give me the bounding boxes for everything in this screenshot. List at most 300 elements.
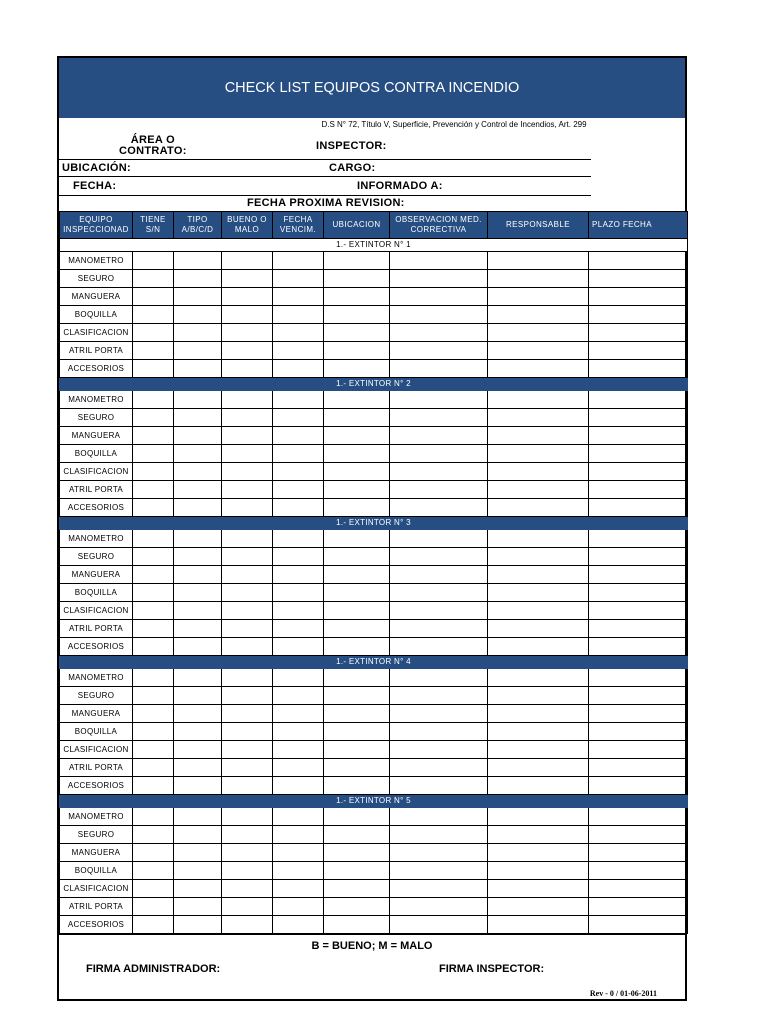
entry-cell[interactable] (488, 916, 589, 934)
entry-cell[interactable] (133, 324, 174, 342)
entry-cell[interactable] (273, 898, 324, 916)
entry-cell[interactable] (133, 669, 174, 687)
entry-cell[interactable] (174, 342, 222, 360)
entry-cell[interactable] (133, 777, 174, 795)
entry-cell[interactable] (133, 252, 174, 270)
entry-cell[interactable] (324, 270, 390, 288)
entry-cell[interactable] (390, 687, 488, 705)
entry-cell[interactable] (488, 638, 589, 656)
entry-cell[interactable] (589, 638, 688, 656)
entry-cell[interactable] (273, 808, 324, 826)
entry-cell[interactable] (174, 566, 222, 584)
entry-cell[interactable] (273, 620, 324, 638)
entry-cell[interactable] (273, 844, 324, 862)
entry-cell[interactable] (133, 288, 174, 306)
entry-cell[interactable] (589, 741, 688, 759)
entry-cell[interactable] (589, 705, 688, 723)
entry-cell[interactable] (133, 705, 174, 723)
entry-cell[interactable] (273, 306, 324, 324)
entry-cell[interactable] (488, 898, 589, 916)
entry-cell[interactable] (133, 463, 174, 481)
entry-cell[interactable] (222, 705, 273, 723)
entry-cell[interactable] (390, 916, 488, 934)
entry-cell[interactable] (222, 391, 273, 409)
entry-cell[interactable] (589, 584, 688, 602)
entry-cell[interactable] (273, 270, 324, 288)
entry-cell[interactable] (324, 723, 390, 741)
header-divider (59, 176, 591, 177)
entry-cell[interactable] (324, 499, 390, 517)
entry-cell[interactable] (488, 324, 589, 342)
entry-cell[interactable] (133, 741, 174, 759)
entry-cell[interactable] (488, 288, 589, 306)
entry-cell[interactable] (133, 826, 174, 844)
entry-cell[interactable] (174, 481, 222, 499)
entry-cell[interactable] (273, 777, 324, 795)
entry-cell[interactable] (174, 759, 222, 777)
entry-cell[interactable] (133, 844, 174, 862)
entry-cell[interactable] (488, 360, 589, 378)
entry-cell[interactable] (273, 880, 324, 898)
entry-cell[interactable] (488, 826, 589, 844)
entry-cell[interactable] (488, 723, 589, 741)
entry-cell[interactable] (589, 270, 688, 288)
entry-cell[interactable] (174, 880, 222, 898)
entry-cell[interactable] (273, 566, 324, 584)
entry-cell[interactable] (589, 324, 688, 342)
entry-cell[interactable] (222, 252, 273, 270)
entry-cell[interactable] (273, 723, 324, 741)
entry-cell[interactable] (222, 620, 273, 638)
entry-cell[interactable] (324, 427, 390, 445)
entry-cell[interactable] (133, 916, 174, 934)
entry-cell[interactable] (273, 638, 324, 656)
entry-cell[interactable] (222, 566, 273, 584)
entry-cell[interactable] (589, 391, 688, 409)
entry-cell[interactable] (488, 687, 589, 705)
entry-cell[interactable] (174, 530, 222, 548)
entry-cell[interactable] (174, 808, 222, 826)
entry-cell[interactable] (222, 270, 273, 288)
entry-cell[interactable] (222, 584, 273, 602)
entry-cell[interactable] (589, 916, 688, 934)
entry-cell[interactable] (222, 808, 273, 826)
entry-cell[interactable] (390, 844, 488, 862)
entry-cell[interactable] (174, 862, 222, 880)
entry-cell[interactable] (488, 252, 589, 270)
entry-cell[interactable] (589, 723, 688, 741)
entry-cell[interactable] (222, 342, 273, 360)
entry-cell[interactable] (273, 391, 324, 409)
entry-cell[interactable] (133, 880, 174, 898)
entry-cell[interactable] (390, 741, 488, 759)
entry-cell[interactable] (390, 584, 488, 602)
entry-cell[interactable] (589, 759, 688, 777)
column-header (133, 212, 174, 239)
entry-cell[interactable] (324, 360, 390, 378)
entry-cell[interactable] (222, 481, 273, 499)
entry-cell[interactable] (324, 409, 390, 427)
entry-cell[interactable] (390, 777, 488, 795)
entry-cell[interactable] (174, 638, 222, 656)
entry-cell[interactable] (273, 687, 324, 705)
entry-cell[interactable] (273, 342, 324, 360)
section-header: 1.- EXTINTOR N° 4 (60, 656, 688, 669)
entry-cell[interactable] (589, 445, 688, 463)
entry-cell[interactable] (390, 409, 488, 427)
entry-cell[interactable] (222, 530, 273, 548)
entry-cell[interactable] (273, 759, 324, 777)
entry-cell[interactable] (390, 669, 488, 687)
entry-cell[interactable] (174, 499, 222, 517)
column-header-line1: RESPONSABLE (506, 220, 570, 229)
entry-cell[interactable] (390, 463, 488, 481)
entry-cell[interactable] (589, 288, 688, 306)
entry-cell[interactable] (133, 808, 174, 826)
entry-cell[interactable] (174, 826, 222, 844)
entry-cell[interactable] (273, 826, 324, 844)
entry-cell[interactable] (222, 687, 273, 705)
entry-cell[interactable] (133, 445, 174, 463)
entry-cell[interactable] (488, 741, 589, 759)
equipment-item-label: CLASIFICACION (60, 741, 133, 759)
entry-cell[interactable] (222, 898, 273, 916)
entry-cell[interactable] (222, 427, 273, 445)
entry-cell[interactable] (174, 844, 222, 862)
entry-cell[interactable] (174, 288, 222, 306)
entry-cell[interactable] (488, 427, 589, 445)
entry-cell[interactable] (390, 288, 488, 306)
table-row (60, 741, 688, 759)
entry-cell[interactable] (133, 391, 174, 409)
section-row (60, 378, 688, 391)
entry-cell[interactable] (174, 445, 222, 463)
table-row (60, 584, 688, 602)
entry-cell[interactable] (488, 808, 589, 826)
entry-cell[interactable] (390, 499, 488, 517)
entry-cell[interactable] (589, 360, 688, 378)
entry-cell[interactable] (273, 602, 324, 620)
entry-cell[interactable] (589, 880, 688, 898)
entry-cell[interactable] (488, 306, 589, 324)
entry-cell[interactable] (324, 759, 390, 777)
entry-cell[interactable] (589, 409, 688, 427)
entry-cell[interactable] (488, 270, 589, 288)
entry-cell[interactable] (133, 270, 174, 288)
entry-cell[interactable] (488, 499, 589, 517)
entry-cell[interactable] (273, 669, 324, 687)
entry-cell[interactable] (273, 530, 324, 548)
entry-cell[interactable] (133, 548, 174, 566)
table-row (60, 669, 688, 687)
entry-cell[interactable] (324, 808, 390, 826)
table-row (60, 777, 688, 795)
entry-cell[interactable] (589, 499, 688, 517)
entry-cell[interactable] (390, 252, 488, 270)
entry-cell[interactable] (324, 548, 390, 566)
equipment-item-label: ACCESORIOS (60, 360, 133, 378)
entry-cell[interactable] (174, 391, 222, 409)
entry-cell[interactable] (222, 880, 273, 898)
entry-cell[interactable] (390, 548, 488, 566)
entry-cell[interactable] (589, 463, 688, 481)
entry-cell[interactable] (589, 826, 688, 844)
entry-cell[interactable] (324, 602, 390, 620)
entry-cell[interactable] (488, 669, 589, 687)
entry-cell[interactable] (133, 584, 174, 602)
entry-cell[interactable] (589, 252, 688, 270)
entry-cell[interactable] (133, 360, 174, 378)
entry-cell[interactable] (222, 759, 273, 777)
entry-cell[interactable] (589, 808, 688, 826)
entry-cell[interactable] (222, 669, 273, 687)
entry-cell[interactable] (324, 463, 390, 481)
entry-cell[interactable] (390, 880, 488, 898)
entry-cell[interactable] (488, 409, 589, 427)
entry-cell[interactable] (324, 862, 390, 880)
entry-cell[interactable] (174, 916, 222, 934)
entry-cell[interactable] (133, 620, 174, 638)
entry-cell[interactable] (589, 306, 688, 324)
entry-cell[interactable] (133, 898, 174, 916)
entry-cell[interactable] (174, 687, 222, 705)
entry-cell[interactable] (488, 566, 589, 584)
entry-cell[interactable] (488, 759, 589, 777)
entry-cell[interactable] (589, 844, 688, 862)
entry-cell[interactable] (390, 427, 488, 445)
entry-cell[interactable] (174, 669, 222, 687)
entry-cell[interactable] (390, 324, 488, 342)
entry-cell[interactable] (222, 916, 273, 934)
entry-cell[interactable] (273, 741, 324, 759)
entry-cell[interactable] (174, 270, 222, 288)
entry-cell[interactable] (222, 723, 273, 741)
entry-cell[interactable] (324, 898, 390, 916)
entry-cell[interactable] (324, 916, 390, 934)
entry-cell[interactable] (273, 463, 324, 481)
entry-cell[interactable] (174, 741, 222, 759)
entry-cell[interactable] (324, 741, 390, 759)
entry-cell[interactable] (324, 252, 390, 270)
entry-cell[interactable] (324, 481, 390, 499)
entry-cell[interactable] (174, 463, 222, 481)
entry-cell[interactable] (222, 463, 273, 481)
footer (59, 933, 685, 1001)
entry-cell[interactable] (174, 898, 222, 916)
entry-cell[interactable] (273, 445, 324, 463)
entry-cell[interactable] (390, 862, 488, 880)
entry-cell[interactable] (174, 584, 222, 602)
entry-cell[interactable] (488, 705, 589, 723)
entry-cell[interactable] (174, 723, 222, 741)
entry-cell[interactable] (222, 499, 273, 517)
entry-cell[interactable] (589, 566, 688, 584)
entry-cell[interactable] (488, 530, 589, 548)
entry-cell[interactable] (324, 324, 390, 342)
entry-cell[interactable] (324, 638, 390, 656)
entry-cell[interactable] (390, 445, 488, 463)
entry-cell[interactable] (324, 880, 390, 898)
entry-cell[interactable] (488, 862, 589, 880)
entry-cell[interactable] (222, 602, 273, 620)
entry-cell[interactable] (133, 481, 174, 499)
entry-cell[interactable] (589, 687, 688, 705)
entry-cell[interactable] (273, 499, 324, 517)
entry-cell[interactable] (273, 360, 324, 378)
entry-cell[interactable] (133, 427, 174, 445)
entry-cell[interactable] (488, 391, 589, 409)
entry-cell[interactable] (222, 324, 273, 342)
entry-cell[interactable] (273, 916, 324, 934)
entry-cell[interactable] (390, 620, 488, 638)
entry-cell[interactable] (273, 324, 324, 342)
entry-cell[interactable] (589, 669, 688, 687)
entry-cell[interactable] (390, 566, 488, 584)
entry-cell[interactable] (324, 306, 390, 324)
entry-cell[interactable] (133, 687, 174, 705)
equipment-item-label: ATRIL PORTA (60, 481, 133, 499)
entry-cell[interactable] (273, 409, 324, 427)
entry-cell[interactable] (488, 777, 589, 795)
entry-cell[interactable] (390, 342, 488, 360)
entry-cell[interactable] (222, 360, 273, 378)
entry-cell[interactable] (133, 723, 174, 741)
entry-cell[interactable] (324, 620, 390, 638)
entry-cell[interactable] (324, 288, 390, 306)
entry-cell[interactable] (273, 288, 324, 306)
entry-cell[interactable] (324, 826, 390, 844)
entry-cell[interactable] (390, 898, 488, 916)
entry-cell[interactable] (488, 844, 589, 862)
entry-cell[interactable] (273, 584, 324, 602)
entry-cell[interactable] (174, 620, 222, 638)
entry-cell[interactable] (589, 530, 688, 548)
entry-cell[interactable] (222, 548, 273, 566)
entry-cell[interactable] (390, 638, 488, 656)
entry-cell[interactable] (133, 602, 174, 620)
entry-cell[interactable] (133, 342, 174, 360)
entry-cell[interactable] (488, 584, 589, 602)
entry-cell[interactable] (589, 548, 688, 566)
entry-cell[interactable] (390, 759, 488, 777)
entry-cell[interactable] (174, 252, 222, 270)
entry-cell[interactable] (174, 427, 222, 445)
table-row (60, 723, 688, 741)
entry-cell[interactable] (133, 638, 174, 656)
entry-cell[interactable] (488, 620, 589, 638)
entry-cell[interactable] (273, 481, 324, 499)
entry-cell[interactable] (174, 409, 222, 427)
entry-cell[interactable] (222, 777, 273, 795)
entry-cell[interactable] (390, 360, 488, 378)
entry-cell[interactable] (390, 723, 488, 741)
entry-cell[interactable] (589, 777, 688, 795)
entry-cell[interactable] (324, 705, 390, 723)
entry-cell[interactable] (390, 306, 488, 324)
table-row (60, 705, 688, 723)
entry-cell[interactable] (222, 826, 273, 844)
entry-cell[interactable] (589, 620, 688, 638)
entry-cell[interactable] (390, 826, 488, 844)
entry-cell[interactable] (133, 530, 174, 548)
entry-cell[interactable] (390, 481, 488, 499)
entry-cell[interactable] (222, 288, 273, 306)
entry-cell[interactable] (324, 669, 390, 687)
entry-cell[interactable] (133, 409, 174, 427)
entry-cell[interactable] (488, 481, 589, 499)
entry-cell[interactable] (589, 898, 688, 916)
entry-cell[interactable] (324, 391, 390, 409)
entry-cell[interactable] (273, 252, 324, 270)
column-header-line2: VENCIM. (279, 225, 317, 234)
entry-cell[interactable] (174, 306, 222, 324)
entry-cell[interactable] (133, 566, 174, 584)
entry-cell[interactable] (174, 324, 222, 342)
entry-cell[interactable] (174, 777, 222, 795)
entry-cell[interactable] (133, 499, 174, 517)
entry-cell[interactable] (589, 342, 688, 360)
entry-cell[interactable] (488, 463, 589, 481)
entry-cell[interactable] (222, 638, 273, 656)
entry-cell[interactable] (488, 548, 589, 566)
entry-cell[interactable] (174, 548, 222, 566)
entry-cell[interactable] (324, 584, 390, 602)
entry-cell[interactable] (133, 759, 174, 777)
entry-cell[interactable] (589, 862, 688, 880)
equipment-item-label: BOQUILLA (60, 306, 133, 324)
entry-cell[interactable] (174, 705, 222, 723)
entry-cell[interactable] (324, 844, 390, 862)
entry-cell[interactable] (324, 530, 390, 548)
entry-cell[interactable] (589, 481, 688, 499)
entry-cell[interactable] (324, 777, 390, 795)
cargo-label: CARGO: (329, 162, 376, 174)
entry-cell[interactable] (390, 705, 488, 723)
entry-cell[interactable] (324, 445, 390, 463)
entry-cell[interactable] (273, 862, 324, 880)
entry-cell[interactable] (174, 602, 222, 620)
entry-cell[interactable] (222, 844, 273, 862)
table-row (60, 427, 688, 445)
entry-cell[interactable] (390, 270, 488, 288)
entry-cell[interactable] (390, 530, 488, 548)
entry-cell[interactable] (133, 306, 174, 324)
entry-cell[interactable] (488, 880, 589, 898)
entry-cell[interactable] (324, 342, 390, 360)
entry-cell[interactable] (390, 602, 488, 620)
entry-cell[interactable] (273, 427, 324, 445)
entry-cell[interactable] (222, 306, 273, 324)
entry-cell[interactable] (222, 409, 273, 427)
entry-cell[interactable] (222, 445, 273, 463)
entry-cell[interactable] (273, 705, 324, 723)
entry-cell[interactable] (174, 360, 222, 378)
entry-cell[interactable] (488, 342, 589, 360)
entry-cell[interactable] (390, 808, 488, 826)
entry-cell[interactable] (133, 862, 174, 880)
equipment-item-label: ACCESORIOS (60, 777, 133, 795)
entry-cell[interactable] (324, 687, 390, 705)
entry-cell[interactable] (324, 566, 390, 584)
entry-cell[interactable] (589, 602, 688, 620)
entry-cell[interactable] (222, 741, 273, 759)
entry-cell[interactable] (589, 427, 688, 445)
entry-cell[interactable] (390, 391, 488, 409)
entry-cell[interactable] (488, 445, 589, 463)
entry-cell[interactable] (488, 602, 589, 620)
entry-cell[interactable] (222, 862, 273, 880)
entry-cell[interactable] (273, 548, 324, 566)
